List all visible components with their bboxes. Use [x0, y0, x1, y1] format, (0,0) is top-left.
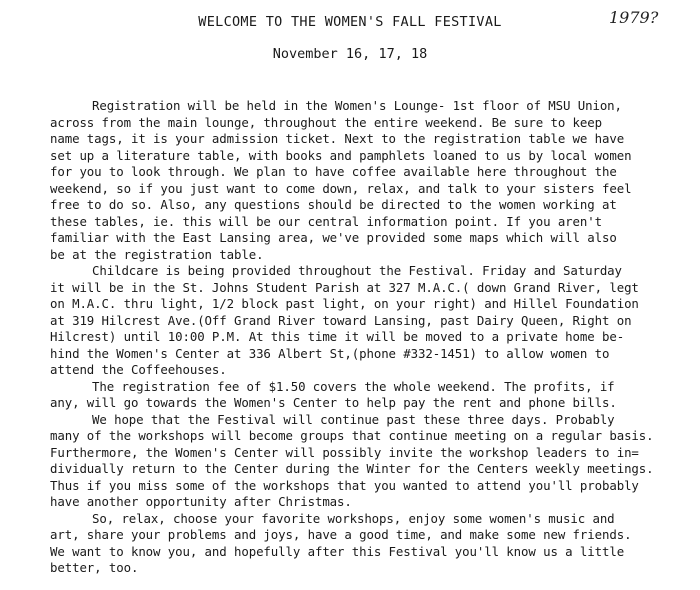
text-line: Childcare is being provided throughout the Festival. Friday and Saturday — [92, 263, 622, 278]
text-line: at 319 Hilcrest Ave.(Off Grand River toward Lansing, past Dairy Queen, Right on — [50, 312, 632, 328]
handwritten-year-note: 1979? — [609, 8, 659, 27]
text-line: name tags, it is your admission ticket. Next to the registration table we have — [50, 131, 625, 146]
text-line: Registration will be held in the Women's Lounge- 1st floor of MSU Union, — [92, 98, 622, 113]
text-line: it will be in the St. Johns Student Parish at 327 M.A.C.( down Grand River, legt — [50, 279, 639, 295]
text-line: familiar with the East Lansing area, we've provided some maps which will also — [50, 230, 617, 245]
text-line: free to do so. Also, any questions should be directed to the women working at — [50, 197, 617, 212]
text-line: art, share your problems and joys, have a good time, and make some new friends. — [50, 527, 632, 542]
paragraph-closing — [8, 511, 698, 577]
text-line: across from the main lounge, throughout the entire weekend. Be sure to keep — [50, 114, 602, 130]
text-line: any, will go towards the Women's Center to help pay the rent and phone bills. — [50, 395, 617, 410]
text-line: The registration fee of $1.50 covers the whole weekend. The profits, if — [92, 378, 615, 394]
paragraph-future-groups — [8, 412, 698, 511]
document-body — [8, 98, 698, 577]
text-line: set up a literature table, with books and pamphlets loaned to us by local women — [50, 147, 632, 163]
text-line: for you to look through. We plan to have coffee available here throughout the — [50, 164, 617, 179]
text-line: Furthermore, the Women's Center will possibly invite the workshop leaders to in= — [50, 444, 639, 460]
text-line: hind the Women's Center at 336 Albert St,(phone #332-1451) to allow women to — [50, 345, 610, 361]
text-line: many of the workshops will become groups that continue meeting on a regular basis. — [50, 428, 654, 443]
text-line: Hilcrest) until 10:00 P.M. At this time it will be moved to a private home be- — [50, 329, 625, 344]
paragraph-registration — [8, 98, 698, 263]
text-line: We want to know you, and hopefully after this Festival you'll know us a little — [50, 543, 625, 559]
text-line: have another opportunity after Christmas. — [50, 494, 352, 509]
document-title: WELCOME TO THE WOMEN'S FALL FESTIVAL — [198, 14, 502, 30]
text-line: So, relax, choose your favorite workshops, enjoy some women's music and — [92, 510, 615, 526]
text-line: attend the Coffeehouses. — [50, 362, 227, 377]
paragraph-registration-fee — [8, 379, 698, 412]
text-line: dividually return to the Center during the Winter for the Centers weekly meetings. — [50, 461, 654, 476]
text-line: Thus if you miss some of the workshops that you wanted to attend you'll probably — [50, 477, 639, 493]
text-line: be at the registration table. — [50, 246, 264, 262]
paragraph-childcare — [8, 263, 698, 379]
text-line: weekend, so if you just want to come down, relax, and talk to your sisters feel — [50, 180, 632, 196]
text-line: We hope that the Festival will continue past these three days. Probably — [92, 411, 615, 427]
text-line: on M.A.C. thru light, 1/2 block past light, on your right) and Hillel Foundation — [50, 296, 639, 311]
festival-dates: November 16, 17, 18 — [272, 46, 428, 62]
text-line: these tables, ie. this will be our central information point. If you aren't — [50, 213, 602, 229]
text-line: better, too. — [50, 560, 139, 575]
